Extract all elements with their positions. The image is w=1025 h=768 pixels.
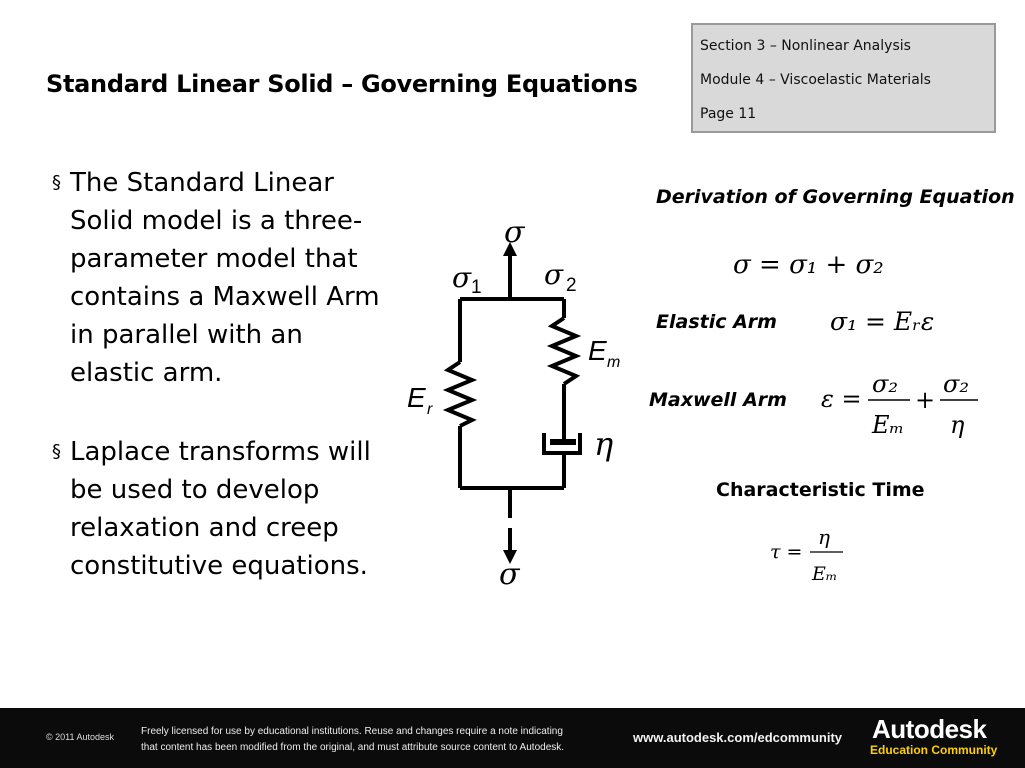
bullet-line: in parallel with an <box>70 320 303 350</box>
autodesk-logo: Autodesk <box>872 714 987 744</box>
bullet-line: Laplace transforms will <box>70 437 371 467</box>
slide-title: Standard Linear Solid – Governing Equations <box>46 70 638 98</box>
footer-bar <box>0 708 1025 768</box>
tau-lhs: τ = <box>770 541 803 563</box>
maxwell-num1: σ₂ <box>872 370 899 398</box>
dashpot-eta <box>544 425 580 453</box>
maxwell-plus: + <box>915 386 936 414</box>
module-label: Module 4 – Viscoelastic Materials <box>700 72 931 88</box>
characteristic-time-label: Characteristic Time <box>716 479 925 501</box>
er-label: E <box>407 382 426 413</box>
elastic-arm-label: Elastic Arm <box>656 311 777 333</box>
copyright-text: © 2011 Autodesk <box>46 732 115 742</box>
bullet-mark: § <box>52 172 61 193</box>
bullet-line: be used to develop <box>70 475 320 505</box>
sigma-bottom-label: σ <box>499 557 520 592</box>
tau-den: Eₘ <box>812 563 838 585</box>
maxwell-arm-label: Maxwell Arm <box>649 389 787 411</box>
bullet-line: constitutive equations. <box>70 551 368 581</box>
bullet-mark: § <box>52 441 61 462</box>
elastic-arm-equation: σ₁ = Eᵣε <box>830 307 935 336</box>
license-line: that content has been modified from the original, and must attribute source content to Autodesk. <box>141 742 565 753</box>
eta-label: η <box>594 425 614 463</box>
bullet-line: parameter model that <box>70 244 358 274</box>
bullet-line: relaxation and creep <box>70 513 339 543</box>
page-label: Page 11 <box>700 106 757 122</box>
sigma-top-label: σ <box>504 215 525 250</box>
sigma1-label: σ <box>452 261 472 294</box>
education-community-label: Education Community <box>870 743 998 757</box>
maxwell-lhs: ε = <box>821 385 862 413</box>
maxwell-den2: η <box>950 411 965 439</box>
tau-num: η <box>818 525 830 549</box>
sigma2-sub: 2 <box>566 275 577 296</box>
derivation-heading: Derivation of Governing Equation <box>656 186 1015 208</box>
maxwell-num2: σ₂ <box>943 370 970 398</box>
spring-er <box>448 362 472 426</box>
bullet-line: Solid model is a three- <box>70 206 363 236</box>
em-label: E <box>588 335 607 366</box>
sigma1-sub: 1 <box>471 277 482 298</box>
license-text <box>141 724 631 756</box>
maxwell-den1: Eₘ <box>872 411 905 439</box>
bullet-line: The Standard Linear <box>70 168 334 198</box>
license-line: Freely licensed for use by educational institutions. Reuse and changes require a note indicating <box>141 726 563 737</box>
bullet-line: elastic arm. <box>70 358 223 388</box>
er-sub: r <box>427 401 433 418</box>
total-stress-equation: σ = σ₁ + σ₂ <box>733 250 884 280</box>
bullet-line: contains a Maxwell Arm <box>70 282 380 312</box>
sigma2-label: σ <box>544 258 564 291</box>
spring-em <box>552 318 576 384</box>
edcommunity-link[interactable]: www.autodesk.com/edcommunity <box>633 730 843 745</box>
section-label: Section 3 – Nonlinear Analysis <box>700 38 911 54</box>
em-sub: m <box>607 354 621 371</box>
